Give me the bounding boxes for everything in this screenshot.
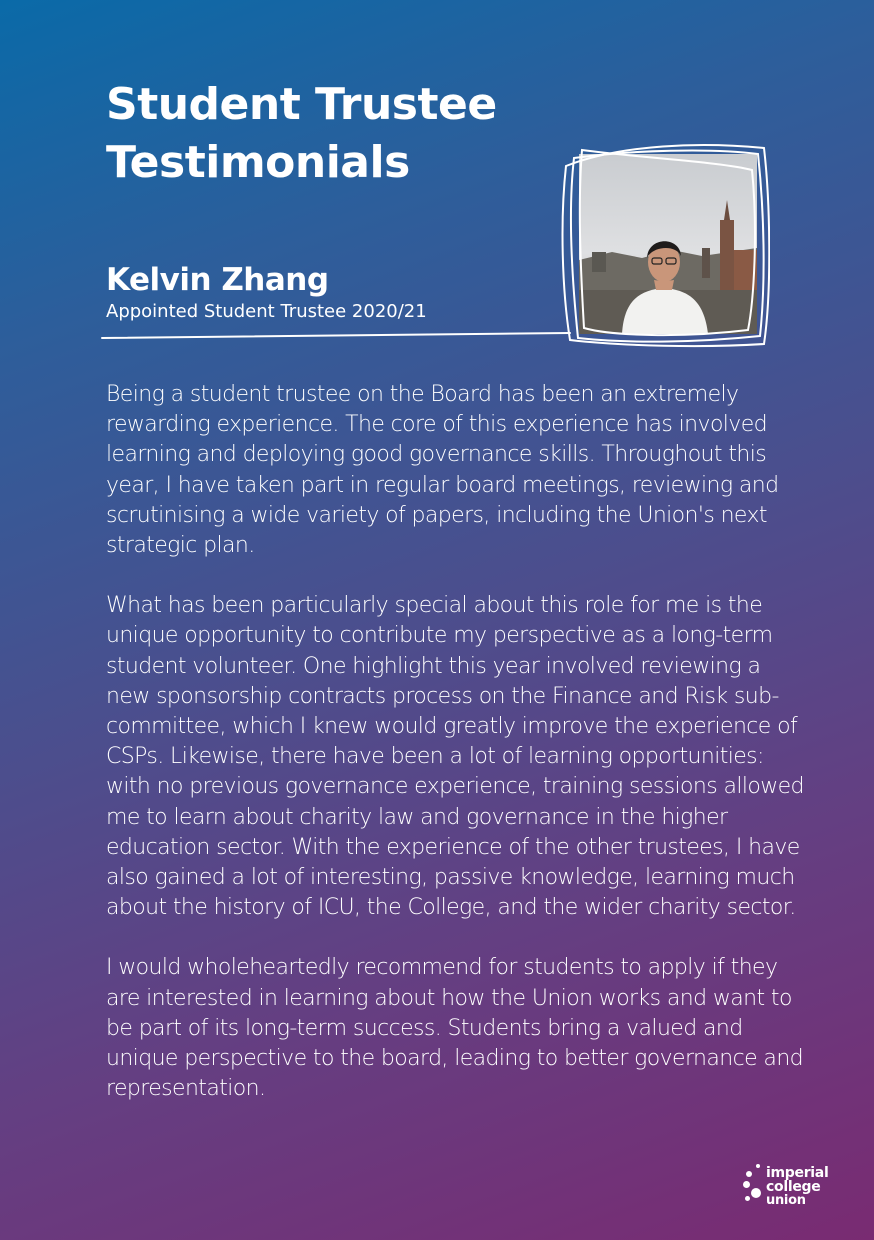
logo-dot-icon [751, 1188, 761, 1198]
logo-dot-icon [745, 1196, 750, 1201]
logo-wordmark [766, 1166, 828, 1208]
page-title: Student Trustee Testimonials [106, 79, 497, 188]
testimonial-body [106, 380, 806, 1134]
logo-dot-icon [746, 1171, 752, 1177]
trustee-photo [552, 140, 770, 350]
logo-line-1: imperial [766, 1165, 829, 1181]
logo-line-3: union [766, 1193, 806, 1208]
paragraph-3: I would wholeheartedly recommend for students to apply if they are interested in learning about how the Union works and want to be part of its long-term success. Students bring a valued and unique perspective to the board, leading to better governance and representation. [106, 955, 804, 1102]
underline-divider [100, 326, 580, 346]
paragraph-1: Being a student trustee on the Board has been an extremely rewarding experience. The core of this experience has involved learning and deploying good governance skills. Throughout this year, I have taken part in regular board meetings, reviewing and scrutinising a wide variety of papers, including the Union's next strategic plan. [106, 382, 779, 559]
logo-dot-icon [743, 1181, 750, 1188]
paragraph-2: What has been particularly special about this role for me is the unique opportunity to contribute my perspective as a long-term student volunteer. One highlight this year involved reviewing a new sponsorship contracts process on the Finance and Risk sub-committee, which I knew would greatly improve the experience of CSPs. Likewise, there have been a lot of learning opportunities: with no previous governance experience, training sessions allowed me to learn about charity law and governance in the higher education sector. With the experience of the other trustees, I have also gained a lot of interesting, passive knowledge, learning much about the history of ICU, the College, and the wider charity sector. [106, 593, 804, 921]
logo-dot-icon [756, 1164, 760, 1168]
trustee-role: Appointed Student Trustee 2020/21 [106, 301, 427, 322]
trustee-name: Kelvin Zhang [106, 262, 329, 298]
logo-line-2: college [766, 1179, 821, 1195]
imperial-college-union-logo [742, 1162, 846, 1212]
